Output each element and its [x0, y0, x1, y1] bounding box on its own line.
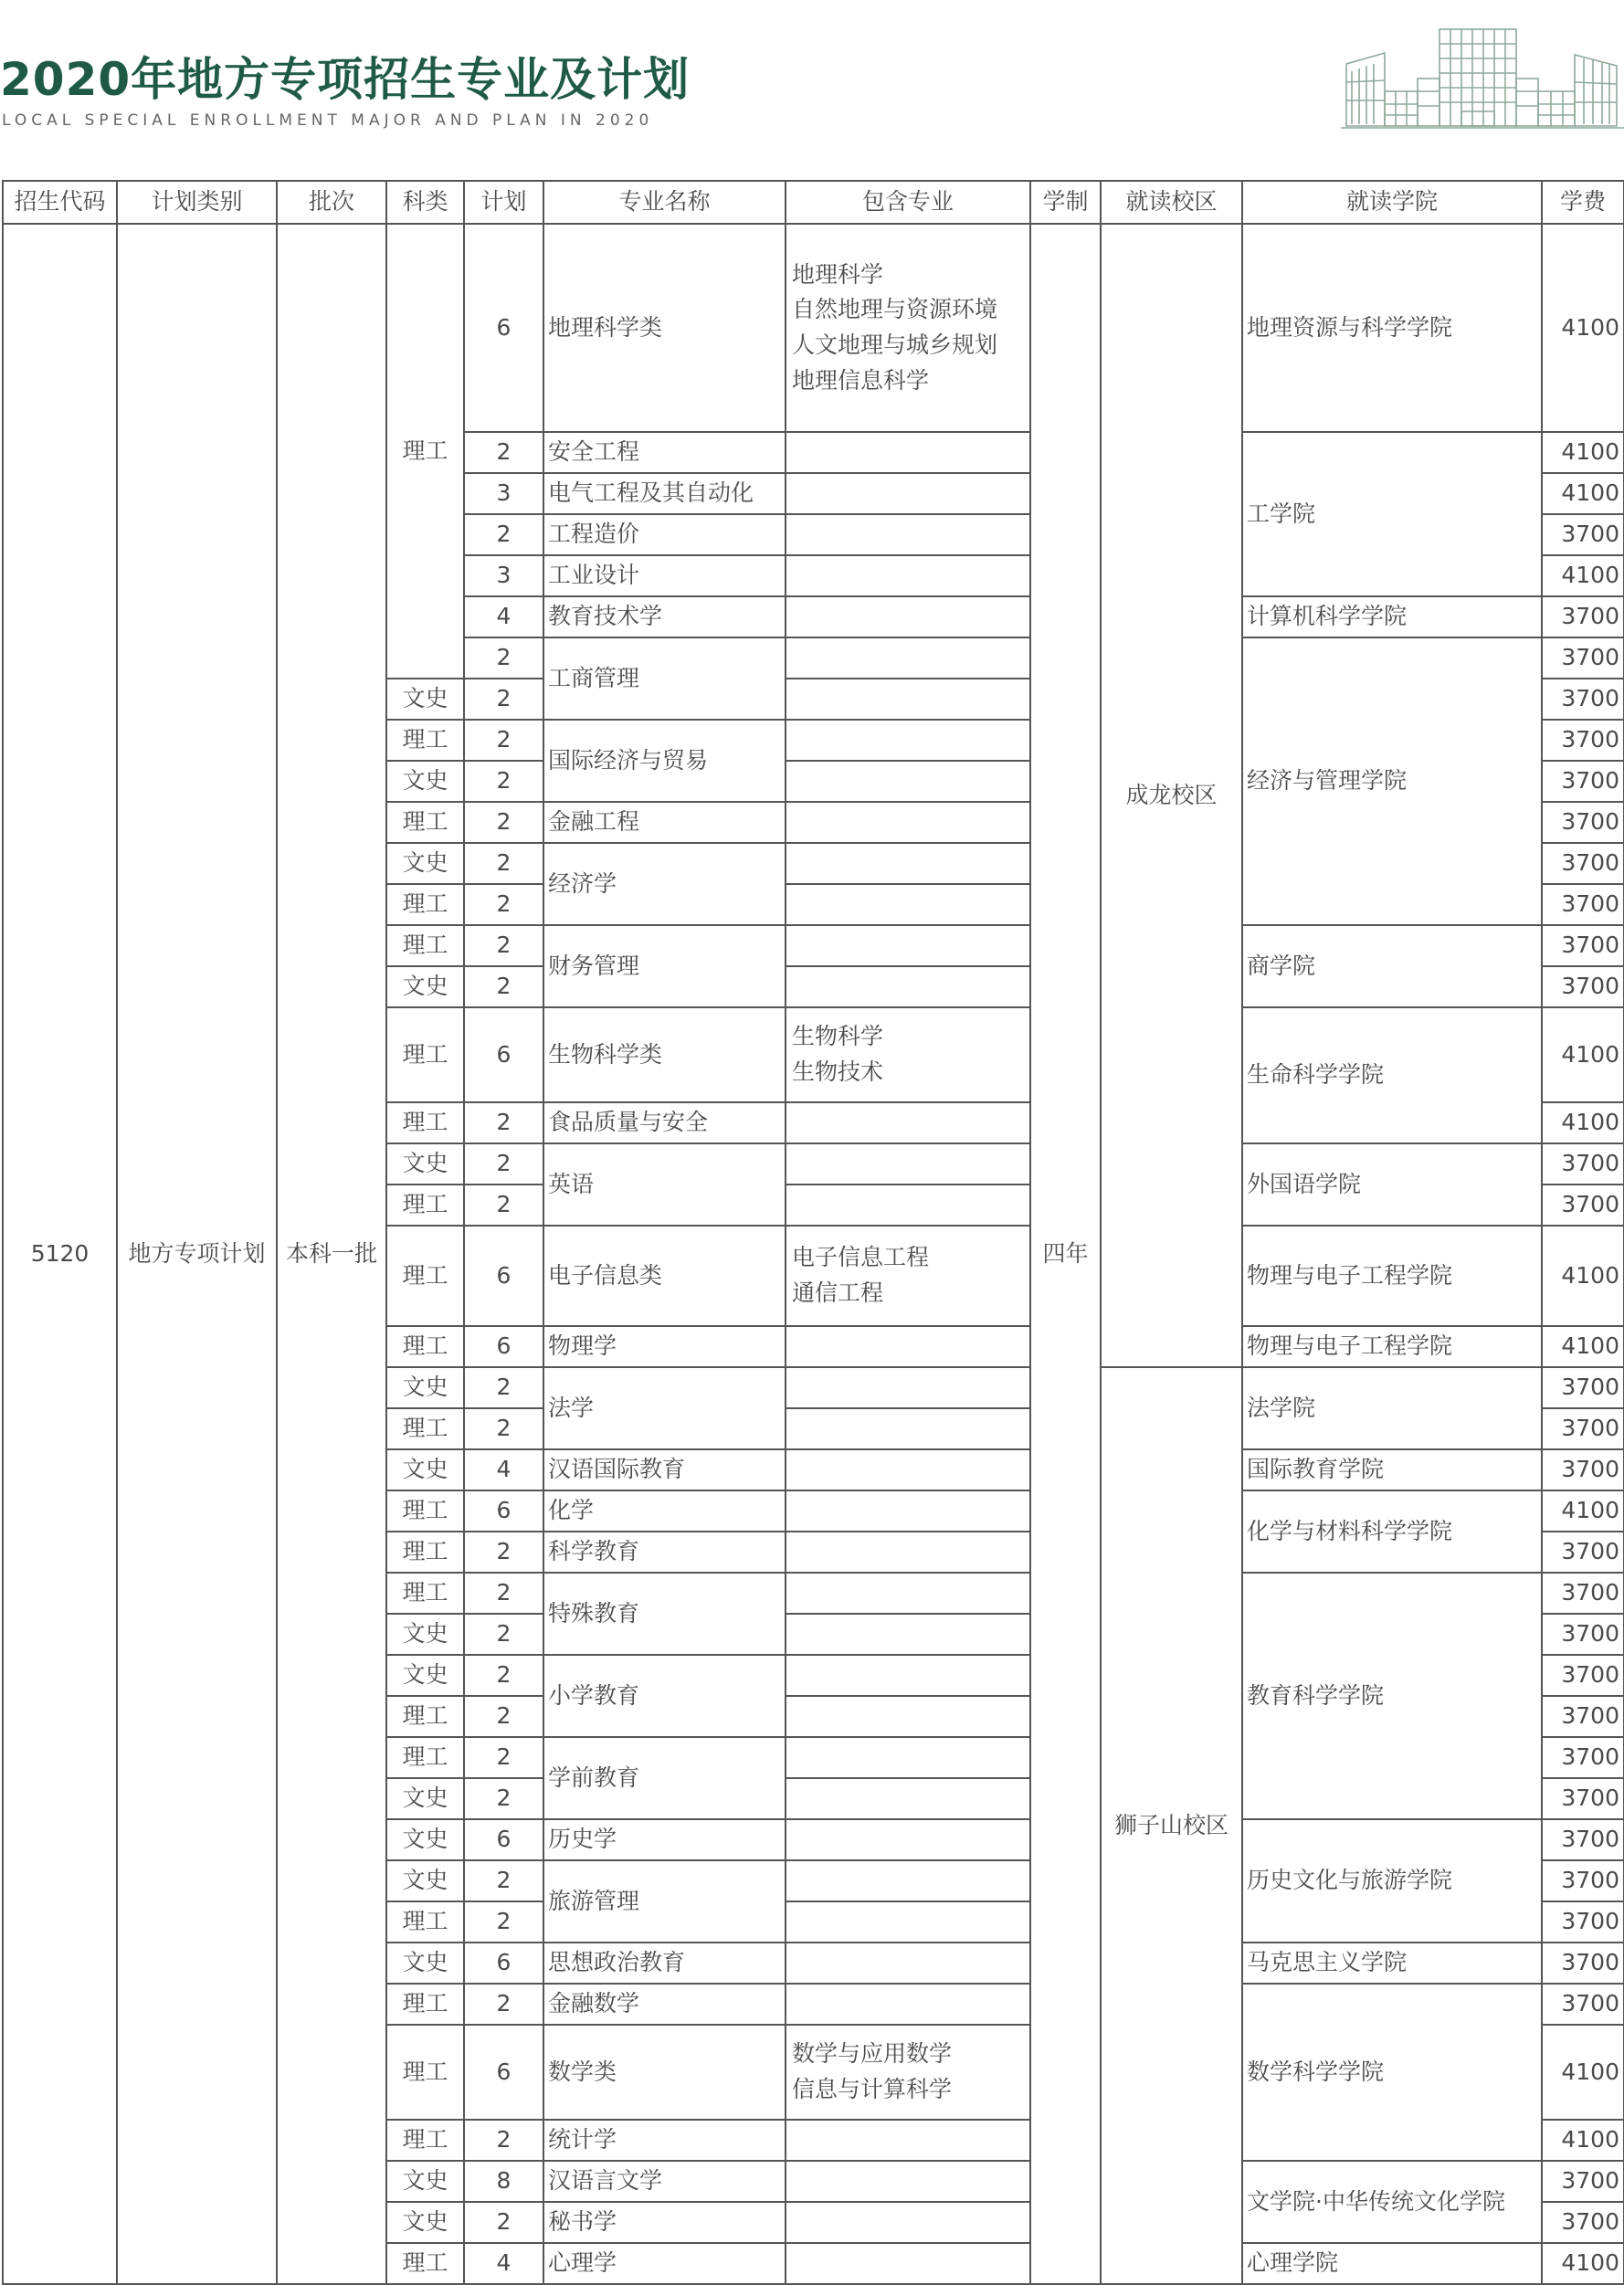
includes-cell: [786, 224, 1030, 432]
duration-cell: 四年: [1030, 224, 1101, 2284]
major-name-cell: 统计学: [543, 2120, 786, 2161]
college-cell: 马克思主义学院: [1242, 1943, 1542, 1984]
plan-count-cell: 2: [464, 2202, 543, 2243]
includes-cell: [786, 2161, 1030, 2202]
college-cell: 经济与管理学院: [1242, 637, 1542, 925]
fee-cell: 3700: [1542, 1614, 1624, 1655]
college-cell: 化学与材料科学学院: [1242, 1490, 1542, 1573]
category-cell: 理工: [386, 1901, 464, 1943]
category-cell: 文史: [386, 1778, 464, 1819]
category-cell: 文史: [386, 1614, 464, 1655]
major-name-cell: 电子信息类: [543, 1226, 786, 1326]
table-row: [3, 224, 1624, 432]
includes-cell: [786, 432, 1030, 473]
major-name-cell: 小学教育: [543, 1655, 786, 1737]
category-cell: 理工: [386, 1532, 464, 1573]
plan-count-cell: 2: [464, 1573, 543, 1614]
fee-cell: 3700: [1542, 1408, 1624, 1449]
includes-cell: [786, 1860, 1030, 1901]
plan-count-cell: 6: [464, 1007, 543, 1102]
plan-count-cell: 2: [464, 720, 543, 761]
includes-cell: [786, 2025, 1030, 2120]
includes-cell: [786, 761, 1030, 802]
includes-cell: [786, 720, 1030, 761]
header-row: [3, 181, 1624, 224]
includes-cell: [786, 1007, 1030, 1102]
category-cell: 文史: [386, 966, 464, 1007]
includes-cell: [786, 1102, 1030, 1143]
fee-cell: 3700: [1542, 720, 1624, 761]
major-name-cell: 工业设计: [543, 555, 786, 596]
fee-cell: 4100: [1542, 1490, 1624, 1532]
includes-cell: [786, 925, 1030, 966]
fee-cell: 3700: [1542, 1901, 1624, 1943]
fee-cell: 3700: [1542, 1943, 1624, 1984]
fee-cell: 4100: [1542, 432, 1624, 473]
major-name-cell: 安全工程: [543, 432, 786, 473]
category-cell: 理工: [386, 2025, 464, 2120]
plan-count-cell: 2: [464, 925, 543, 966]
category-cell: 理工: [386, 1984, 464, 2025]
fee-cell: 3700: [1542, 1860, 1624, 1901]
fee-cell: 3700: [1542, 637, 1624, 679]
fee-cell: 3700: [1542, 1367, 1624, 1408]
plan-count-cell: 2: [464, 1532, 543, 1573]
category-cell: 文史: [386, 2202, 464, 2243]
category-cell: 理工: [386, 1226, 464, 1326]
category-cell: 文史: [386, 1655, 464, 1696]
category-cell: 理工: [386, 1573, 464, 1614]
plan-count-cell: 2: [464, 1984, 543, 2025]
category-cell: 理工: [386, 1490, 464, 1532]
plan-count-cell: 3: [464, 473, 543, 514]
fee-cell: 4100: [1542, 1102, 1624, 1143]
includes-cell: [786, 802, 1030, 843]
plan-count-cell: 2: [464, 1737, 543, 1778]
fee-cell: 3700: [1542, 679, 1624, 720]
sub-major-item: 数学与应用数学: [792, 2040, 953, 2068]
includes-cell: [786, 1143, 1030, 1185]
category-cell: 文史: [386, 843, 464, 884]
college-cell: 物理与电子工程学院: [1242, 1326, 1542, 1367]
category-cell: 文史: [386, 1449, 464, 1490]
includes-cell: [786, 1943, 1030, 1984]
sub-major-item: 生物技术: [792, 1058, 884, 1085]
major-name-cell: 金融数学: [543, 1984, 786, 2025]
includes-cell: [786, 1367, 1030, 1408]
category-cell: 文史: [386, 1367, 464, 1408]
column-header: 计划类别: [117, 181, 277, 224]
plan-count-cell: 2: [464, 843, 543, 884]
column-header: 包含专业: [786, 181, 1030, 224]
fee-cell: 3700: [1542, 1984, 1624, 2025]
major-name-cell: 汉语国际教育: [543, 1449, 786, 1490]
plan-type-cell: 地方专项计划: [117, 224, 277, 2284]
plan-count-cell: 2: [464, 1367, 543, 1408]
fee-cell: 3700: [1542, 2161, 1624, 2202]
plan-count-cell: 2: [464, 761, 543, 802]
category-cell: 理工: [386, 224, 464, 679]
fee-cell: 4100: [1542, 1007, 1624, 1102]
includes-cell: [786, 2243, 1030, 2284]
category-cell: 文史: [386, 679, 464, 720]
includes-cell: [786, 1778, 1030, 1819]
plan-count-cell: 4: [464, 596, 543, 637]
column-header: 学制: [1030, 181, 1101, 224]
includes-cell: [786, 1819, 1030, 1860]
category-cell: 理工: [386, 720, 464, 761]
campus-cell: 成龙校区: [1101, 224, 1242, 1367]
major-name-cell: 国际经济与贸易: [543, 720, 786, 802]
college-cell: 物理与电子工程学院: [1242, 1226, 1542, 1326]
plan-count-cell: 6: [464, 1226, 543, 1326]
fee-cell: 3700: [1542, 1143, 1624, 1185]
fee-cell: 3700: [1542, 802, 1624, 843]
includes-cell: [786, 637, 1030, 679]
fee-cell: 3700: [1542, 2202, 1624, 2243]
plan-count-cell: 2: [464, 1655, 543, 1696]
fee-cell: 4100: [1542, 555, 1624, 596]
includes-cell: [786, 2120, 1030, 2161]
fee-cell: 4100: [1542, 1326, 1624, 1367]
column-header: 就读学院: [1242, 181, 1542, 224]
column-header: 科类: [386, 181, 464, 224]
includes-cell: [786, 1901, 1030, 1943]
college-cell: 生命科学学院: [1242, 1007, 1542, 1143]
category-cell: 理工: [386, 1696, 464, 1737]
fee-cell: 3700: [1542, 1573, 1624, 1614]
fee-cell: 3700: [1542, 1696, 1624, 1737]
column-header: 招生代码: [3, 181, 117, 224]
major-name-cell: 金融工程: [543, 802, 786, 843]
includes-cell: [786, 1737, 1030, 1778]
plan-count-cell: 2: [464, 679, 543, 720]
fee-cell: 4100: [1542, 2243, 1624, 2284]
college-cell: 地理资源与科学学院: [1242, 224, 1542, 432]
sub-major-item: 电子信息工程: [792, 1244, 930, 1271]
includes-cell: [786, 473, 1030, 514]
includes-cell: [786, 2202, 1030, 2243]
major-name-cell: 地理科学类: [543, 224, 786, 432]
major-name-cell: 财务管理: [543, 925, 786, 1007]
major-name-cell: 电气工程及其自动化: [543, 473, 786, 514]
category-cell: 理工: [386, 884, 464, 925]
category-cell: 文史: [386, 1943, 464, 1984]
major-name-cell: 汉语言文学: [543, 2161, 786, 2202]
plan-count-cell: 2: [464, 1696, 543, 1737]
includes-cell: [786, 1984, 1030, 2025]
college-cell: 文学院·中华传统文化学院: [1242, 2161, 1542, 2243]
column-header: 批次: [277, 181, 386, 224]
category-cell: 理工: [386, 2120, 464, 2161]
page-title: 2020年地方专项招生专业及计划: [0, 53, 691, 106]
college-cell: 心理学院: [1242, 2243, 1542, 2284]
includes-cell: [786, 1696, 1030, 1737]
category-cell: 理工: [386, 2243, 464, 2284]
category-cell: 文史: [386, 1143, 464, 1185]
fee-cell: 4100: [1542, 2120, 1624, 2161]
includes-cell: [786, 596, 1030, 637]
category-cell: 理工: [386, 802, 464, 843]
sub-major-item: 地理信息科学: [792, 366, 930, 394]
plan-count-cell: 6: [464, 1943, 543, 1984]
sub-major-item: 信息与计算科学: [792, 2076, 953, 2102]
plan-count-cell: 6: [464, 1490, 543, 1532]
plan-count-cell: 8: [464, 2161, 543, 2202]
fee-cell: 3700: [1542, 1778, 1624, 1819]
plan-count-cell: 2: [464, 432, 543, 473]
fee-cell: 3700: [1542, 1532, 1624, 1573]
includes-cell: [786, 1655, 1030, 1696]
major-name-cell: 特殊教育: [543, 1573, 786, 1655]
fee-cell: 3700: [1542, 1819, 1624, 1860]
college-cell: 国际教育学院: [1242, 1449, 1542, 1490]
major-name-cell: 数学类: [543, 2025, 786, 2120]
plan-count-cell: 4: [464, 1449, 543, 1490]
college-cell: 外国语学院: [1242, 1143, 1542, 1226]
fee-cell: 4100: [1542, 473, 1624, 514]
major-name-cell: 英语: [543, 1143, 786, 1226]
college-cell: 商学院: [1242, 925, 1542, 1007]
fee-cell: 3700: [1542, 761, 1624, 802]
category-cell: 理工: [386, 1408, 464, 1449]
plan-count-cell: 2: [464, 1778, 543, 1819]
fee-cell: 4100: [1542, 224, 1624, 432]
major-name-cell: 化学: [543, 1490, 786, 1532]
plan-count-cell: 6: [464, 2025, 543, 2120]
fee-cell: 3700: [1542, 1737, 1624, 1778]
plan-count-cell: 2: [464, 1860, 543, 1901]
campus-cell: 狮子山校区: [1101, 1367, 1242, 2284]
plan-count-cell: 2: [464, 1614, 543, 1655]
includes-cell: [786, 1490, 1030, 1532]
major-name-cell: 物理学: [543, 1326, 786, 1367]
includes-cell: [786, 1408, 1030, 1449]
category-cell: 文史: [386, 2161, 464, 2202]
major-name-cell: 心理学: [543, 2243, 786, 2284]
includes-cell: [786, 1532, 1030, 1573]
fee-cell: 3700: [1542, 843, 1624, 884]
table-body: [3, 224, 1624, 2284]
fee-cell: 4100: [1542, 1226, 1624, 1326]
major-name-cell: 生物科学类: [543, 1007, 786, 1102]
category-cell: 文史: [386, 761, 464, 802]
building-icon: [1341, 27, 1624, 133]
enroll-code-cell: 5120: [3, 224, 117, 2284]
major-name-cell: 旅游管理: [543, 1860, 786, 1943]
fee-cell: 3700: [1542, 925, 1624, 966]
major-name-cell: 学前教育: [543, 1737, 786, 1819]
category-cell: 文史: [386, 1860, 464, 1901]
category-cell: 文史: [386, 1819, 464, 1860]
plan-count-cell: 2: [464, 1408, 543, 1449]
fee-cell: 4100: [1542, 2025, 1624, 2120]
includes-cell: [786, 884, 1030, 925]
major-name-cell: 工程造价: [543, 514, 786, 555]
sub-major-item: 生物科学: [792, 1023, 884, 1050]
sub-major-item: 自然地理与资源环境: [792, 296, 998, 323]
plan-count-cell: 6: [464, 224, 543, 432]
page-subtitle: LOCAL SPECIAL ENROLLMENT MAJOR AND PLAN IN 2020: [2, 111, 654, 130]
fee-cell: 3700: [1542, 596, 1624, 637]
includes-cell: [786, 1573, 1030, 1614]
includes-cell: [786, 1226, 1030, 1326]
enrollment-table: [2, 180, 1624, 2285]
includes-cell: [786, 1614, 1030, 1655]
plan-count-cell: 2: [464, 1102, 543, 1143]
batch-cell: 本科一批: [277, 224, 386, 2284]
sub-major-item: 地理科学: [792, 260, 884, 288]
includes-cell: [786, 1185, 1030, 1226]
category-cell: 理工: [386, 1737, 464, 1778]
plan-count-cell: 2: [464, 966, 543, 1007]
college-cell: 计算机科学学院: [1242, 596, 1542, 637]
includes-cell: [786, 966, 1030, 1007]
plan-count-cell: 4: [464, 2243, 543, 2284]
column-header: 专业名称: [543, 181, 786, 224]
plan-count-cell: 2: [464, 1185, 543, 1226]
major-name-cell: 秘书学: [543, 2202, 786, 2243]
category-cell: 理工: [386, 1185, 464, 1226]
includes-cell: [786, 679, 1030, 720]
fee-cell: 3700: [1542, 884, 1624, 925]
fee-cell: 3700: [1542, 966, 1624, 1007]
includes-cell: [786, 1449, 1030, 1490]
major-name-cell: 教育技术学: [543, 596, 786, 637]
plan-count-cell: 3: [464, 555, 543, 596]
college-cell: 历史文化与旅游学院: [1242, 1819, 1542, 1943]
plan-count-cell: 6: [464, 1326, 543, 1367]
sub-major-item: 人文地理与城乡规划: [792, 332, 998, 358]
column-header: 计划: [464, 181, 543, 224]
plan-count-cell: 2: [464, 884, 543, 925]
major-name-cell: 食品质量与安全: [543, 1102, 786, 1143]
major-name-cell: 法学: [543, 1367, 786, 1449]
plan-count-cell: 2: [464, 802, 543, 843]
major-name-cell: 思想政治教育: [543, 1943, 786, 1984]
major-name-cell: 科学教育: [543, 1532, 786, 1573]
column-header: 就读校区: [1101, 181, 1242, 224]
major-name-cell: 经济学: [543, 843, 786, 925]
column-header: 学费: [1542, 181, 1624, 224]
includes-cell: [786, 514, 1030, 555]
college-cell: 数学科学学院: [1242, 1984, 1542, 2161]
fee-cell: 3700: [1542, 1449, 1624, 1490]
fee-cell: 3700: [1542, 1655, 1624, 1696]
category-cell: 理工: [386, 1007, 464, 1102]
fee-cell: 3700: [1542, 514, 1624, 555]
includes-cell: [786, 843, 1030, 884]
plan-count-cell: 2: [464, 1901, 543, 1943]
plan-count-cell: 2: [464, 2120, 543, 2161]
plan-count-cell: 2: [464, 1143, 543, 1185]
plan-count-cell: 2: [464, 514, 543, 555]
includes-cell: [786, 555, 1030, 596]
college-cell: 教育科学学院: [1242, 1573, 1542, 1819]
category-cell: 理工: [386, 1326, 464, 1367]
category-cell: 理工: [386, 925, 464, 966]
major-name-cell: 工商管理: [543, 637, 786, 720]
college-cell: 工学院: [1242, 432, 1542, 596]
college-cell: 法学院: [1242, 1367, 1542, 1449]
plan-count-cell: 6: [464, 1819, 543, 1860]
plan-count-cell: 2: [464, 637, 543, 679]
includes-cell: [786, 1326, 1030, 1367]
major-name-cell: 历史学: [543, 1819, 786, 1860]
sub-major-item: 通信工程: [792, 1279, 884, 1306]
fee-cell: 3700: [1542, 1185, 1624, 1226]
category-cell: 理工: [386, 1102, 464, 1143]
